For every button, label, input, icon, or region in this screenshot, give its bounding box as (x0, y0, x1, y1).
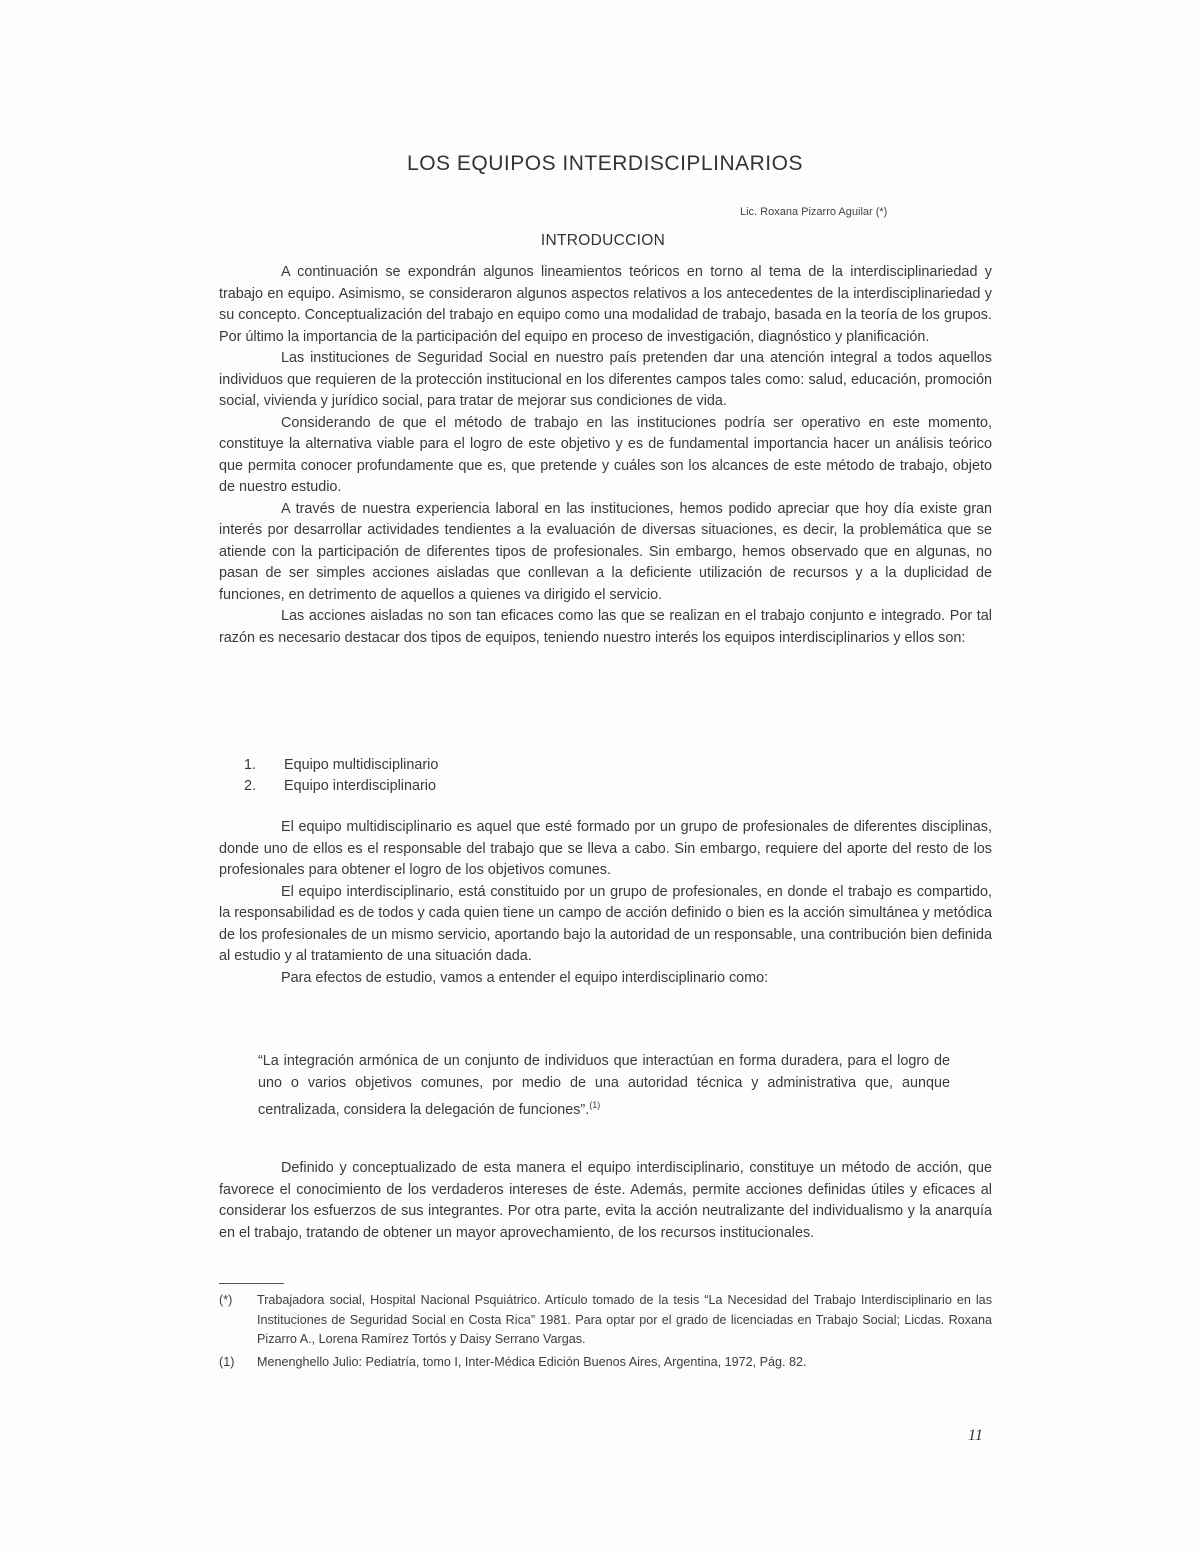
footnote-text: Menenghello Julio: Pediatría, tomo I, Inter-Médica Edición Buenos Aires, Argentina, 1972, Pág. 82. (257, 1354, 807, 1369)
paragraph: A continuación se expondrán algunos lineamientos teóricos en torno al tema de la interdisciplinariedad y trabajo en equipo. Asimismo, se consideraron algunos aspectos relativos a los antecedentes de la interdisciplinariedad y su concepto. Conceptualización del trabajo en equipo como una modalidad de trabajo, basada en la teoría de los grupos. Por último la importancia de la participación del equipo en proceso de investigación, diagnóstico y planificación. (219, 264, 992, 345)
list-item (244, 755, 438, 776)
footnote-divider (219, 1283, 284, 1284)
section-heading: INTRODUCCION (540, 232, 666, 249)
block-quote (258, 1050, 950, 1121)
list-item-number: 2. (244, 778, 257, 794)
list-item (244, 776, 438, 797)
list-item-number: 1. (244, 757, 257, 773)
paragraph: Las acciones aisladas no son tan eficaces como las que se realizan en el trabajo conjunto e integrado. Por tal razón es necesario destacar dos tipos de equipos, teniendo nuestro interés los equipos interdisciplinarios y ellos son: (219, 608, 992, 646)
footnote-text: Trabajadora social, Hospital Nacional Psquiátrico. Artículo tomado de la tesis “La Necesidad del Trabajo Interdisciplinario en las Instituciones de Seguridad Social en Costa Rica” 1981. Para optar por el grado de licenciadas en Trabajo Social; Licdas. Roxana Pizarro A., Lorena Ramírez Tortós y Daisy Serrano Vargas. (257, 1293, 992, 1346)
paragraph: Considerando de que el método de trabajo en las instituciones podría ser operativo en este momento, constituye la alternativa viable para el logro de este objetivo y es de fundamental importancia hacer un análisis teórico que permita conocer profundamente que es, que pretende y cuáles son los alcances de este método de trabajo, objeto de nuestro estudio. (219, 414, 992, 495)
paragraph: Las instituciones de Seguridad Social en nuestro país pretenden dar una atención integral a todos aquellos individuos que requieren de la protección institucional en los diferentes campos tales como: salud, educación, promoción social, vivienda y jurídico social, para tratar de mejorar sus condiciones de vida. (219, 350, 992, 409)
introduction-body (219, 262, 992, 649)
conclusion-body (219, 1158, 992, 1244)
author-line: Lic. Roxana Pizarro Aguilar (*) (740, 206, 888, 218)
footnote (219, 1291, 992, 1350)
paragraph: El equipo multidisciplinario es aquel que esté formado por un grupo de profesionales de diferentes disciplinas, donde uno de ellos es el responsable del trabajo que se lleva a cabo. Sin embargo, requiere del aporte del resto de los profesionales para obtener el logro de los objetivos comunes. (219, 819, 992, 878)
list-item-text: Equipo interdisciplinario (284, 778, 436, 794)
footnote-mark: (*) (219, 1293, 233, 1307)
definitions-body (219, 817, 992, 989)
team-types-list (244, 755, 438, 797)
quote-text: “La integración armónica de un conjunto de individuos que interactúan en forma duradera, para el logro de uno o varios objetivos comunes, por medio de una autoridad técnica y administrativa que, aunque centralizada, considera la delegación de funciones”. (258, 1053, 950, 1118)
quote-footnote-ref: (1) (589, 1100, 601, 1110)
paragraph: Para efectos de estudio, vamos a entender el equipo interdisciplinario como: (281, 969, 769, 986)
page-number: 11 (968, 1427, 983, 1444)
article-title: LOS EQUIPOS INTERDISCIPLINARIOS (407, 152, 803, 175)
list-item-text: Equipo multidisciplinario (284, 757, 439, 773)
paragraph: Definido y conceptualizado de esta manera el equipo interdisciplinario, constituye un método de acción, que favorece el conocimiento de los verdaderos intereses de éste. Además, permite acciones definidas útiles y eficaces al considerar los esfuerzos de sus integrantes. Por otra parte, evita la acción neutralizante del individualismo y la anarquía en el trabajo, tratando de obtener un mayor aprovechamiento, de los recursos institucionales. (219, 1160, 992, 1241)
paragraph: El equipo interdisciplinario, está constituido por un grupo de profesionales, en donde el trabajo es compartido, la responsabilidad es de todos y cada quien tiene un campo de acción definido o bien es la acción simultánea y metódica de los profesionales de un mismo servicio, aportando bajo la autoridad de un responsable, una contribución bien definida al estudio y al tratamiento de una situación dada. (219, 883, 992, 964)
footnote-mark: (1) (219, 1354, 235, 1369)
paragraph: A través de nuestra experiencia laboral en las instituciones, hemos podido apreciar que hoy día existe gran interés por desarrollar actividades tendientes a la evaluación de diversas situaciones, es decir, la problemática que se atiende con la participación de diferentes tipos de profesionales. Sin embargo, hemos observado que en algunas, no pasan de ser simples acciones aisladas que conllevan a la deficiente utilización de recursos y a la duplicidad de funciones, en detrimento de aquellos a quienes va dirigido el servicio. (219, 500, 992, 603)
footnote (219, 1353, 992, 1373)
footnotes (219, 1291, 992, 1375)
